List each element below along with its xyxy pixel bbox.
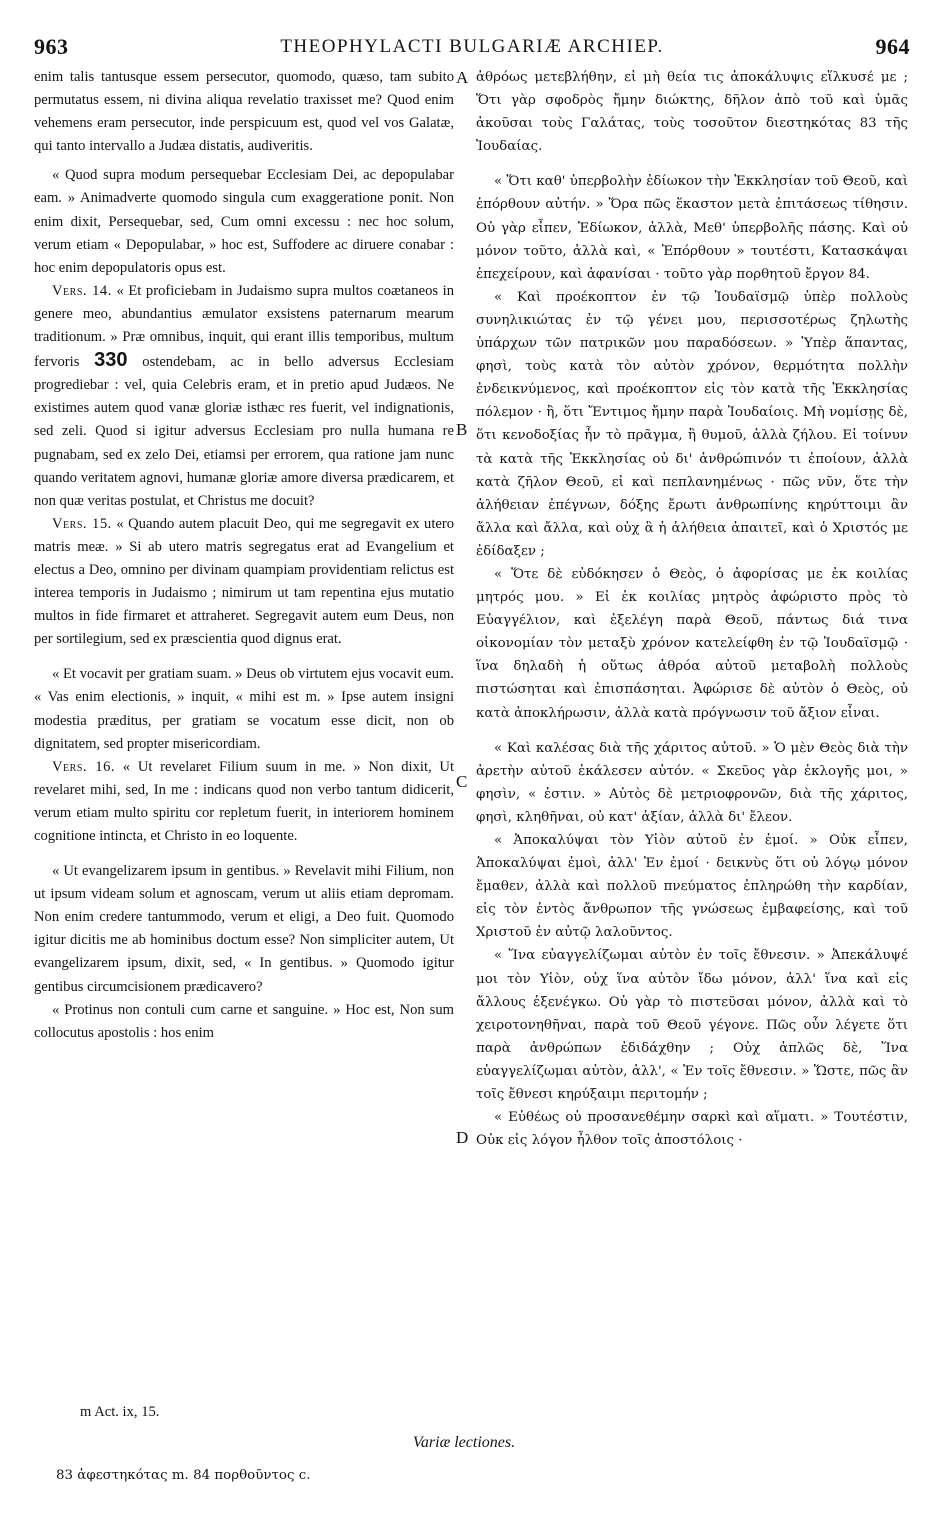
latin-paragraph: « Quod supra modum persequebar Ecclesiam Dei, ac depopulabar eam. » Animadverte quomodo singula cum exaggeratione ponit. Non enim dixit, Persequebar, sed, Cum omni excessu : nec hoc solum, verum etiam « Depopulabar, » hoc est, Suffodere ac diruere conabar : hoc enim depopulatoris opus est. bbox=[34, 167, 454, 276]
latin-paragraph bbox=[34, 756, 454, 848]
variae-lectiones-heading: Variæ lectiones. bbox=[412, 1434, 516, 1451]
left-page-number: 963 bbox=[34, 34, 69, 59]
latin-paragraph bbox=[34, 280, 454, 513]
variant-readings: 83 ἀφεστηκότας m. 84 πορθοῦντος c. bbox=[56, 1468, 311, 1483]
greek-paragraph: « Ὅτι καθ' ὑπερβολὴν ἐδίωκον τὴν Ἐκκλησίαν τοῦ Θεοῦ, καὶ ἐπόρθουν αὐτήν. » Ὅρα πῶς ἕκαστον μετὰ ἐπιτάσεως τίθησιν. Οὐ γὰρ εἶπεν, Ἐδίωκον, ἀλλὰ, Μεθ' ὑπερβολῆς πάσης. Καὶ οὐ μόνον τοῦτο, ἀλλὰ καὶ, « Ἐπόρθουν » τουτέστι, Κατασκάψαι ἐπεχείρουν, καὶ ἀφανίσαι · τοῦτο γὰρ πορθητοῦ ἔργον 84. bbox=[476, 174, 908, 282]
section-marker-d: D bbox=[456, 1128, 469, 1147]
latin-text: « Et proficiebam in Judaismo supra multos coætaneos in genere meo, abundantius æmulator exsistens paternarum mearum traditionum. » Præ omnibus, inquit, qui erant illis temporibus, multum fervoris bbox=[34, 282, 455, 371]
verse-label: Vers. 16. bbox=[52, 758, 116, 775]
right-page-number: 964 bbox=[875, 34, 910, 59]
greek-paragraph: « Καὶ προέκοπτον ἐν τῷ Ἰουδαϊσμῷ ὑπὲρ πολλοὺς συνηλικιώτας ἐν τῷ γένει μου, περισσοτέρως ζηλωτὴς ὑπάρχων τῶν πατρικῶν μου παραδόσεων. » Ὑπὲρ ἅπαντας, φησὶ, τοὺς κατὰ τὸν αὐτὸν χρόνον, θερμότητα πολλὴν ἐνδεικνύμενος, καὶ προέκοπτον εἰς τὸν κατὰ τῆς Ἐκκλησίας πόλεμον · ἢ, ὅτι Ἔντιμος ἤμην παρὰ Ἰουδαίοις. Μὴ νομίσῃς δὲ, ὅτι κενοδοξίας ἦν τὸ πρᾶγμα, ἢ θυμοῦ, ἀλλὰ ζήλου. Εἰ τοίνυν τὰ κατὰ τῆς Ἐκκλησίας οὐ δι' ἀνθρώπινόν τι ἐποίουν, ἀλλὰ κατὰ ζῆλον Θεοῦ, εἰ καὶ πεπλανημένως · πῶς νῦν, ὅτε τὴν ἀλήθειαν ἐπέγνων, δόξης ἔρωτι ἀνθρωπίνης κηρύττοιμι ἂν ἄλλα καὶ ἄλλα, καὶ οὐχ ἃ ἡ ἀλήθεια ἀπαιτεῖ, καὶ ὁ Χριστός με ἐδίδαξεν ; bbox=[476, 289, 908, 559]
greek-paragraph: « Ἵνα εὐαγγελίζωμαι αὐτὸν ἐν τοῖς ἔθνεσιν. » Ἀπεκάλυψέ μοι τὸν Υἱὸν, οὐχ ἵνα αὐτὸν ἴδω μόνον, ἀλλ' ἵνα καὶ εἰς ἄλλους ἐξενέγκω. Οὐ γὰρ τὸ πιστεῦσαι μόνον, ἀλλὰ καὶ τὸ χειροτονηθῆναι, παρὰ τοῦ Θεοῦ γέγονε. Πῶς οὖν λέγετε ὅτι παρὰ ἀνθρώπων ἐδιδάχθην ; Οὐχ ἁπλῶς δὲ, Ἵνα εὐαγγελίζωμαι αὐτὸν, ἀλλ', « Ἐν τοῖς ἔθνεσιν. » Ὥστε, πῶς ἂν τοῖς ἔθνεσι κηρύξαιμι περιτομήν ; bbox=[476, 948, 908, 1103]
running-title: THEOPHYLACTI BULGARIÆ ARCHIEP. bbox=[280, 36, 664, 57]
latin-text: « Ut revelaret Filium suum in me. » Non dixit, Ut revelaret mihi, sed, In me : indicans quod non verbo tantum didicerit, verum etiam multo spiritu cor repletum fuerit, in interiorem hominem cognitione intincta, et Christo in eo loquente. bbox=[34, 758, 455, 844]
section-marker-a: A bbox=[456, 68, 469, 87]
footnote: m Act. ix, 15. bbox=[80, 1404, 160, 1420]
greek-paragraph: « Ἀποκαλύψαι τὸν Υἱὸν αὐτοῦ ἐν ἐμοί. » Οὐκ εἶπεν, Ἀποκαλύψαι ἐμοὶ, ἀλλ' Ἐν ἐμοί · δεικνὺς ὅτι οὐ λόγῳ μόνον ἔμαθεν, ἀλλὰ καὶ πολλοῦ πνεύματος ἐπληρώθη τὴν καρδίαν, εἰς τὸν ἐντὸς ἄνθρωπον τῆς γνώσεως ἐμβαφείσης, καὶ τοῦ Χριστοῦ ἐν αὐτῷ λαλοῦντος. bbox=[476, 833, 908, 941]
greek-column bbox=[476, 66, 908, 1152]
section-marker-c: C bbox=[456, 772, 468, 791]
page-header bbox=[34, 34, 910, 60]
verse-label: Vers. 15. bbox=[52, 515, 112, 532]
latin-text: ostendebam, ac in bello adversus Ecclesiam progrediebar : vel, quia Celebris eram, et in pretio apud Judæos. Ne existimes autem quod vanæ gloriæ isthæc res fuerit, vel indignationis, sed zeli. Quod si igitur adversus Ecclesiam pro nulla humana re pugnabam, sed ex zelo Dei, etiamsi per errorem, qua ratione jam nunc quando veritatem agnovi, humanæ gloriæ amore diversa prædicarem, et non quæ veritas postulat, et Christus me docuit? bbox=[34, 354, 454, 509]
greek-paragraph: « Καὶ καλέσας διὰ τῆς χάριτος αὐτοῦ. » Ὁ μὲν Θεὸς διὰ τὴν ἀρετὴν αὐτοῦ ἐκάλεσεν αὐτόν. « Σκεῦος γὰρ ἐκλογῆς μοι, » φησὶν, « ἐστιν. » Αὐτὸς δὲ μετριοφρονῶν, διὰ τῆς χάριτος, φησὶ, κληθῆναι, οὐ κατ' ἀξίαν, ἀλλὰ δι' ἔλεον. bbox=[476, 740, 908, 825]
section-marker-b: B bbox=[456, 420, 468, 439]
latin-paragraph bbox=[34, 513, 454, 652]
latin-paragraph: « Protinus non contuli cum carne et sanguine. » Hoc est, Non sum collocutus apostolis : hos enim bbox=[34, 1001, 454, 1041]
greek-paragraph: « Εὐθέως οὐ προσανεθέμην σαρκὶ καὶ αἵματι. » Τουτέστιν, Οὐκ εἰς λόγον ἦλθον τοῖς ἀποστόλοις · bbox=[476, 1110, 908, 1149]
latin-paragraph: « Et vocavit per gratiam suam. » Deus ob virtutem ejus vocavit eum. « Vas enim electionis, » inquit, « mihi est m. » Ipse autem insigni modestia præditus, per gratiam se vocatum esse dicit, non ob dignitatem, sed propter misericordiam. bbox=[34, 666, 454, 752]
latin-paragraph: enim talis tantusque essem persecutor, quomodo, quæso, tam subito permutatus essem, ni divina aliqua revelatio traxisset me? Quod enim vehemens eram persecutor, inde perspicuum est, quod vel vos Galatæ, qui tanto intervallo a Judæa distatis, audiveritis. bbox=[34, 69, 454, 155]
verse-label: Vers. 14. bbox=[52, 282, 112, 299]
latin-paragraph: « Ut evangelizarem ipsum in gentibus. » Revelavit mihi Filium, non ut ipsum videam solum et agnoscam, verum ut aliis etiam depromam. Non enim credere tantummodo, verum et eligi, a Deo fuit. Quomodo igitur dicitis me ab hominibus doctum esse? Non simpliciter autem, Ut evangelizarem ipsum, dixit, sed, « In gentibus. » Quomodo igitur gentibus circumcisionem prædicavero? bbox=[34, 863, 454, 995]
column-number: 330 bbox=[94, 349, 128, 372]
latin-column bbox=[34, 66, 454, 1045]
latin-text: « Quando autem placuit Deo, qui me segregavit ex utero matris meæ. » Si ab utero matris segregatus erat ad Evangelium et electus a Deo, omnino per divinam quampiam providentiam relictus est interea temporis in Judaismo ; nimirum ut tam repentina ejus mutatio multos in fide firmaret et attraheret. Segregavit autem eum Deus, non per sortilegium, sed ex præscientia quod dignus erat. bbox=[34, 515, 455, 648]
greek-paragraph: « Ὅτε δὲ εὐδόκησεν ὁ Θεὸς, ὁ ἀφορίσας με ἐκ κοιλίας μητρός μου. » Εἰ ἐκ κοιλίας μητρὸς ἀφώριστο πρὸς τὸ Εὐαγγέλιον, καὶ ἐξελέγη παρὰ Θεοῦ, πάντως διά τινα οἰκονομίαν τὸν μεταξὺ χρόνον κατελείφθη ἐν τῷ Ἰουδαϊσμῷ · ἵνα δηλαδὴ ἡ οὕτως ἀθρόα αὐτοῦ μεταβολὴ πολλοὺς πιστώσηται καὶ ἐπισπάσηται. Ἀφώρισε δὲ αὐτὸν ὁ Θεὸς, οὐ κατὰ ἀποκλήρωσιν, ἀλλὰ κατὰ πρόγνωσιν τοῦ ἄξιον εἶναι. bbox=[476, 566, 908, 721]
greek-paragraph: ἀθρόως μετεβλήθην, εἰ μὴ θεία τις ἀποκάλυψις εἵλκυσέ με ; Ὅτι γὰρ σφοδρὸς ἤμην διώκτης, δῆλον ἀπὸ τοῦ καὶ ὑμᾶς ἀκοῦσαι τοὺς Γαλάτας, τοὺς τοσοῦτον διεστηκότας 83 τῆς Ἰουδαίας. bbox=[476, 70, 908, 155]
